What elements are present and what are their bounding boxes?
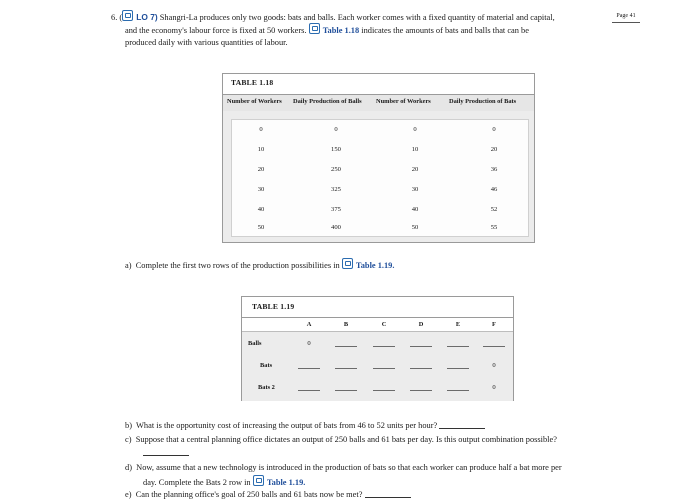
table-1-18 bbox=[222, 73, 535, 243]
part-b-label: b) bbox=[125, 421, 132, 430]
balls-a-value: 0 bbox=[307, 340, 311, 347]
table-cell: 20 bbox=[257, 166, 265, 173]
table-cell: 10 bbox=[411, 146, 419, 153]
table-cell: 50 bbox=[411, 224, 419, 231]
table-cell: 50 bbox=[257, 224, 265, 231]
table-cell: 55 bbox=[490, 224, 498, 231]
question-line-1-text: Shangri-La produces only two goods: bats and balls. Each worker comes with a fixed quantity of material and capital, bbox=[159, 13, 555, 22]
answer-blank[interactable] bbox=[298, 390, 320, 391]
table-1-18-link[interactable]: Table 1.18 bbox=[322, 26, 360, 35]
table-cell: 10 bbox=[257, 146, 265, 153]
answer-blank[interactable] bbox=[439, 421, 485, 429]
table-cell: 250 bbox=[331, 166, 341, 173]
column-header: Number of Workers bbox=[227, 98, 282, 105]
table-cell: 40 bbox=[411, 206, 419, 213]
table-1-18-header-row bbox=[223, 94, 534, 112]
table-cell: 46 bbox=[490, 186, 498, 193]
answer-blank[interactable] bbox=[373, 346, 395, 347]
paren-open: ( bbox=[119, 13, 123, 22]
column-header-d: D bbox=[418, 321, 424, 328]
table-cell: 400 bbox=[331, 224, 341, 231]
column-header: Daily Production of Balls bbox=[293, 98, 362, 105]
document-link-icon[interactable] bbox=[122, 10, 133, 21]
answer-blank[interactable] bbox=[410, 346, 432, 347]
answer-blank[interactable] bbox=[298, 368, 320, 369]
part-c-text: Suppose that a central planning office dictates an output of 250 balls and 61 bats per day. Is this output combination possible? bbox=[135, 435, 557, 444]
learning-objective-label: LO 7) bbox=[136, 12, 158, 22]
part-c bbox=[125, 434, 557, 446]
part-d-label: d) bbox=[125, 463, 132, 472]
answer-blank[interactable] bbox=[335, 346, 357, 347]
column-header-a: A bbox=[306, 321, 312, 328]
question-line-2 bbox=[125, 23, 529, 37]
part-a bbox=[125, 258, 394, 272]
table-cell: 30 bbox=[257, 186, 265, 193]
table-1-19-header-row bbox=[242, 317, 513, 332]
answer-blank[interactable] bbox=[483, 346, 505, 347]
table-cell: 40 bbox=[257, 206, 265, 213]
column-header: Daily Production of Bats bbox=[449, 98, 517, 105]
part-d-text-1: Now, assume that a new technology is introduced in the production of bats so that each worker can produce half a bat more per bbox=[136, 463, 562, 472]
table-cell: 0 bbox=[334, 126, 338, 133]
row-label-balls: Balls bbox=[248, 340, 262, 347]
bats-f-value: 0 bbox=[492, 362, 496, 369]
row-label-bats: Bats bbox=[260, 362, 273, 369]
table-cell: 0 bbox=[259, 126, 263, 133]
answer-blank[interactable] bbox=[447, 368, 469, 369]
part-b bbox=[125, 420, 485, 432]
question-line-3: produced daily with various quantities of labour. bbox=[125, 38, 288, 47]
column-header-b: B bbox=[343, 321, 349, 328]
answer-blank[interactable] bbox=[447, 346, 469, 347]
table-cell: 375 bbox=[331, 206, 341, 213]
table-1-18-inner bbox=[231, 119, 529, 237]
table-cell: 20 bbox=[411, 166, 419, 173]
answer-blank[interactable] bbox=[410, 368, 432, 369]
table-cell: 20 bbox=[490, 146, 498, 153]
answer-blank[interactable] bbox=[410, 390, 432, 391]
answer-blank[interactable] bbox=[335, 368, 357, 369]
column-header-c: C bbox=[381, 321, 387, 328]
bats2-f-value: 0 bbox=[492, 384, 496, 391]
document-link-icon[interactable] bbox=[253, 475, 264, 486]
part-a-label: a) bbox=[125, 261, 132, 270]
table-cell: 150 bbox=[331, 146, 341, 153]
table-1-18-body bbox=[223, 111, 534, 242]
part-c-label: c) bbox=[125, 435, 132, 444]
row-label-bats-2: Bats 2 bbox=[258, 384, 275, 391]
table-1-19-link[interactable]: Table 1.19. bbox=[266, 478, 306, 487]
table-cell: 52 bbox=[490, 206, 498, 213]
table-1-19 bbox=[241, 296, 514, 401]
part-d-line-2 bbox=[143, 475, 305, 489]
question-number: 6. bbox=[111, 13, 118, 22]
answer-blank[interactable] bbox=[335, 390, 357, 391]
answer-blank[interactable] bbox=[365, 490, 411, 498]
part-b-text: What is the opportunity cost of increasing the output of bats from 46 to 52 units per hour? bbox=[136, 421, 438, 430]
question-line-1 bbox=[111, 10, 555, 24]
answer-blank[interactable] bbox=[447, 390, 469, 391]
table-1-19-title: TABLE 1.19 bbox=[252, 302, 295, 311]
table-1-19-link[interactable]: Table 1.19. bbox=[355, 261, 395, 270]
question-line-2-post: indicates the amounts of bats and balls that can be bbox=[361, 26, 529, 35]
table-1-18-title: TABLE 1.18 bbox=[231, 78, 274, 87]
table-cell: 36 bbox=[490, 166, 498, 173]
part-e-label: e) bbox=[125, 490, 132, 499]
column-header-f: F bbox=[492, 321, 496, 328]
part-e-text: Can the planning office's goal of 250 balls and 61 bats now be met? bbox=[135, 490, 363, 499]
table-cell: 0 bbox=[492, 126, 496, 133]
answer-blank[interactable] bbox=[373, 390, 395, 391]
answer-blank[interactable] bbox=[373, 368, 395, 369]
column-header-e: E bbox=[455, 321, 461, 328]
part-e bbox=[125, 489, 411, 501]
part-d-text-2: day. Complete the Bats 2 row in bbox=[143, 478, 251, 487]
column-header: Number of Workers bbox=[376, 98, 431, 105]
document-link-icon[interactable] bbox=[309, 23, 320, 34]
table-1-19-body bbox=[242, 331, 513, 401]
table-cell: 0 bbox=[413, 126, 417, 133]
table-cell: 325 bbox=[331, 186, 341, 193]
answer-blank[interactable] bbox=[143, 455, 189, 456]
document-link-icon[interactable] bbox=[342, 258, 353, 269]
question-line-2-pre: and the economy's labour force is fixed at 50 workers. bbox=[125, 26, 307, 35]
page-number-badge: Page 41 bbox=[612, 10, 640, 23]
part-a-text: Complete the first two rows of the production possibilities in bbox=[135, 261, 340, 270]
table-cell: 30 bbox=[411, 186, 419, 193]
part-d-line-1 bbox=[125, 462, 562, 474]
